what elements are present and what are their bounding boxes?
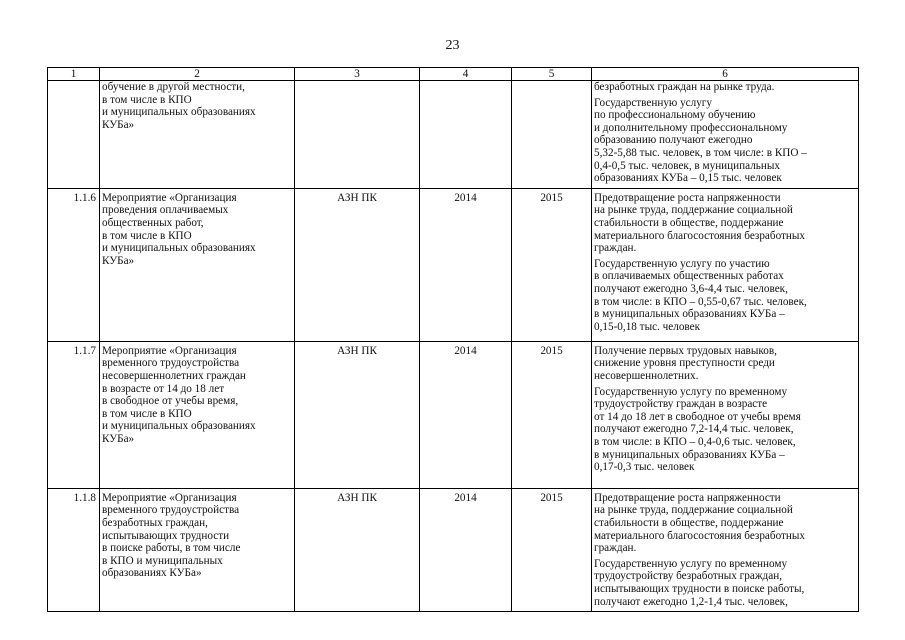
result-paragraph <box>594 258 856 334</box>
activity-name-line: обучение в другой местности, <box>102 81 245 93</box>
activity-name-line: в поиске работы, в том числе <box>102 542 241 555</box>
executor <box>295 81 420 189</box>
activity-name-line: КУБа» <box>102 118 135 131</box>
result-line: в том числе: в КПО – 0,55-0,67 тыс. человек, <box>594 295 807 308</box>
end-year <box>512 81 592 189</box>
table-row <box>48 188 859 341</box>
result-line: образованиях КУБа – 0,15 тыс. человек <box>594 172 782 185</box>
result-line: материального благосостояния безработных <box>594 229 806 242</box>
result-line: стабильности в обществе, поддержание <box>594 216 784 229</box>
result-line: в муниципальных образованиях КУБа – <box>594 308 785 321</box>
end-year: 2015 <box>512 341 592 488</box>
column-number-row <box>48 68 859 81</box>
page-number: 23 <box>445 38 460 53</box>
result-line: несовершеннолетних. <box>594 369 699 382</box>
expected-result <box>592 188 859 341</box>
activity-name-line: проведения оплачиваемых <box>102 204 229 217</box>
column-number: 1 <box>48 68 100 81</box>
result-line: граждан. <box>594 542 637 555</box>
activity-name <box>100 488 295 611</box>
result-paragraph <box>594 97 856 185</box>
result-paragraph <box>594 492 856 555</box>
program-activities-table <box>47 67 859 612</box>
result-line: 5,32-5,88 тыс. человек, в том числе: в КПО – <box>594 146 807 159</box>
result-paragraph <box>594 81 856 94</box>
result-line: на рынке труда, поддержание социальной <box>594 504 793 517</box>
result-line: трудоустройству граждан в возрасте <box>594 398 768 411</box>
result-line: и дополнительному профессиональному <box>594 121 788 134</box>
result-line: от 14 до 18 лет в свободное от учебы время <box>594 410 801 423</box>
result-line: Получение первых трудовых навыков, <box>594 344 777 357</box>
result-line: образованию получают ежегодно <box>594 134 753 147</box>
result-line: трудоустройству безработных граждан, <box>594 570 782 583</box>
expected-result <box>592 81 859 189</box>
activity-name <box>100 81 295 189</box>
executor: АЗН ПК <box>295 188 420 341</box>
activity-name <box>100 188 295 341</box>
activity-name-line: в свободное от учебы время, <box>102 395 239 408</box>
executor: АЗН ПК <box>295 341 420 488</box>
result-line: получают ежегодно 1,2-1,4 тыс. человек, <box>594 595 788 608</box>
result-line: по профессиональному обучению <box>594 109 756 122</box>
result-line: Государственную услугу <box>594 96 712 109</box>
activity-name-line: в том числе в КПО <box>102 407 192 420</box>
result-line: снижение уровня преступности среди <box>594 357 775 370</box>
result-line: Государственную услугу по временному <box>594 385 788 398</box>
activity-name-line: образованиях КУБа» <box>102 567 202 580</box>
activity-name-line: общественных работ, <box>102 216 204 229</box>
start-year: 2014 <box>420 488 512 611</box>
result-line: 0,4-0,5 тыс. человек, в муниципальных <box>594 159 780 172</box>
start-year: 2014 <box>420 188 512 341</box>
activity-name-line: и муниципальных образованиях <box>102 106 256 119</box>
activity-name-line: Мероприятие «Организация <box>102 344 237 357</box>
result-line: Предотвращение роста напряженности <box>594 191 781 204</box>
activity-name-line: и муниципальных образованиях <box>102 420 256 433</box>
result-paragraph <box>594 192 856 255</box>
expected-result <box>592 341 859 488</box>
result-line: на рынке труда, поддержание социальной <box>594 204 793 217</box>
result-line: 0,17-0,3 тыс. человек <box>594 461 695 474</box>
result-line: Государственную услугу по временному <box>594 557 788 570</box>
activity-name-line: в том числе в КПО <box>102 229 192 242</box>
table-row <box>48 341 859 488</box>
result-line: испытывающих трудности в поиске работы, <box>594 582 805 595</box>
result-line: в том числе: в КПО – 0,4-0,6 тыс. человек, <box>594 435 796 448</box>
end-year: 2015 <box>512 188 592 341</box>
column-number: 2 <box>100 68 295 81</box>
result-line: в оплачиваемых общественных работах <box>594 270 784 283</box>
result-paragraph <box>594 345 856 383</box>
activity-name-line: несовершеннолетних граждан <box>102 369 246 382</box>
result-line: Предотвращение роста напряженности <box>594 491 781 504</box>
end-year: 2015 <box>512 488 592 611</box>
activity-name-line: КУБа» <box>102 432 135 445</box>
result-line: получают ежегодно 7,2-14,4 тыс. человек, <box>594 423 794 436</box>
table-row <box>48 81 859 189</box>
start-year: 2014 <box>420 341 512 488</box>
activity-name <box>100 341 295 488</box>
activity-name-line: в КПО и муниципальных <box>102 554 223 567</box>
table-body <box>48 68 859 612</box>
activity-name-line: временного трудоустройства <box>102 357 240 370</box>
result-line: граждан. <box>594 242 637 255</box>
result-line: материального благосостояния безработных <box>594 529 806 542</box>
result-paragraph <box>594 386 856 474</box>
activity-name-line: Мероприятие «Организация <box>102 491 237 504</box>
result-line: получают ежегодно 3,6-4,4 тыс. человек, <box>594 282 788 295</box>
activity-name-line: и муниципальных образованиях <box>102 242 256 255</box>
expected-result <box>592 488 859 611</box>
result-line: Государственную услугу по участию <box>594 257 770 270</box>
activity-name-line: безработных граждан, <box>102 516 208 529</box>
result-line: безработных граждан на рынке труда. <box>594 81 775 93</box>
column-number: 4 <box>420 68 512 81</box>
activity-name-line: Мероприятие «Организация <box>102 191 237 204</box>
table-row <box>48 488 859 611</box>
column-number: 3 <box>295 68 420 81</box>
item-number: 1.1.8 <box>48 488 100 611</box>
result-line: 0,15-0,18 тыс. человек <box>594 320 701 333</box>
item-number: 1.1.6 <box>48 188 100 341</box>
column-number: 5 <box>512 68 592 81</box>
activity-name-line: в том числе в КПО <box>102 93 192 106</box>
result-line: в муниципальных образованиях КУБа – <box>594 448 785 461</box>
activity-name-line: временного трудоустройства <box>102 504 240 517</box>
executor: АЗН ПК <box>295 488 420 611</box>
activity-name-line: КУБа» <box>102 254 135 267</box>
item-number: 1.1.7 <box>48 341 100 488</box>
column-number: 6 <box>592 68 859 81</box>
start-year <box>420 81 512 189</box>
item-number <box>48 81 100 189</box>
result-paragraph <box>594 558 856 608</box>
activity-name-line: в возрасте от 14 до 18 лет <box>102 382 225 395</box>
result-line: стабильности в обществе, поддержание <box>594 516 784 529</box>
activity-name-line: испытывающих трудности <box>102 529 230 542</box>
